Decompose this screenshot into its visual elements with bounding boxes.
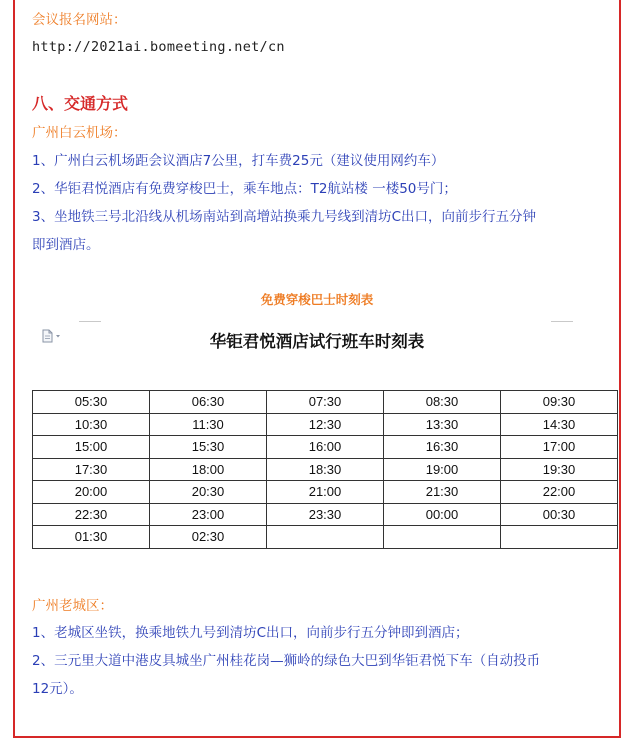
shuttle-schedule-table (32, 390, 618, 549)
airport-item-3: 3、坐地铁三号北沿线从机场南站到高增站换乘九号线到清坊C出口，向前步行五分钟 (32, 209, 537, 225)
schedule-cell: 08:30 (384, 391, 501, 414)
airport-label: 广州白云机场： (32, 125, 127, 141)
schedule-cell: 21:30 (384, 481, 501, 504)
schedule-cell: 00:00 (384, 503, 501, 526)
schedule-cell: 23:30 (267, 503, 384, 526)
table-row (33, 481, 618, 504)
table-row (33, 503, 618, 526)
content-frame (13, 0, 621, 738)
schedule-cell: 20:00 (33, 481, 150, 504)
schedule-cell: 10:30 (33, 413, 150, 436)
registration-url[interactable]: http://2021ai.bomeeting.net/cn (32, 39, 285, 55)
schedule-cell: 11:30 (150, 413, 267, 436)
schedule-cell: 17:30 (33, 458, 150, 481)
transport-heading: 八、交通方式 (32, 94, 129, 113)
table-row (33, 458, 618, 481)
schedule-title: 华钜君悦酒店试行班车时刻表 (209, 332, 425, 351)
schedule-cell: 00:30 (501, 503, 618, 526)
table-row (33, 391, 618, 414)
table-row (33, 413, 618, 436)
old-city-item-2-cont: 12元）。 (32, 681, 83, 697)
schedule-cell: 15:30 (150, 436, 267, 459)
schedule-cell: 21:00 (267, 481, 384, 504)
schedule-cell: 20:30 (150, 481, 267, 504)
schedule-cell: 06:30 (150, 391, 267, 414)
schedule-cell: 01:30 (33, 526, 150, 549)
schedule-cell: 12:30 (267, 413, 384, 436)
corner-mark-left (79, 321, 101, 322)
schedule-cell (501, 526, 618, 549)
schedule-cell (384, 526, 501, 549)
old-city-item-2: 2、三元里大道中港皮具城坐广州桂花岗—狮岭的绿色大巴到华钜君悦下车（自动投币 (32, 653, 541, 669)
schedule-cell: 23:00 (150, 503, 267, 526)
shuttle-caption: 免费穿梭巴士时刻表 (260, 292, 374, 307)
schedule-cell: 18:00 (150, 458, 267, 481)
registration-label: 会议报名网站： (32, 12, 127, 28)
schedule-cell: 17:00 (501, 436, 618, 459)
schedule-cell: 02:30 (150, 526, 267, 549)
schedule-cell: 16:00 (267, 436, 384, 459)
schedule-cell: 05:30 (33, 391, 150, 414)
schedule-cell: 19:00 (384, 458, 501, 481)
schedule-cell: 19:30 (501, 458, 618, 481)
schedule-cell: 09:30 (501, 391, 618, 414)
airport-item-1: 1、广州白云机场距会议酒店7公里，打车费25元（建议使用网约车） (32, 153, 445, 169)
corner-mark-right (551, 321, 573, 322)
schedule-cell: 13:30 (384, 413, 501, 436)
schedule-cell: 18:30 (267, 458, 384, 481)
schedule-cell: 14:30 (501, 413, 618, 436)
schedule-cell: 07:30 (267, 391, 384, 414)
schedule-cell: 22:30 (33, 503, 150, 526)
table-row (33, 436, 618, 459)
old-city-label: 广州老城区： (32, 598, 113, 614)
airport-item-3-cont: 即到酒店。 (32, 237, 100, 253)
table-row (33, 526, 618, 549)
schedule-cell: 22:00 (501, 481, 618, 504)
schedule-cell: 16:30 (384, 436, 501, 459)
airport-item-2: 2、华钜君悦酒店有免费穿梭巴士，乘车地点：T2航站楼 一楼50号门； (32, 181, 457, 197)
old-city-item-1: 1、老城区坐铁，换乘地铁九号到清坊C出口，向前步行五分钟即到酒店； (32, 625, 469, 641)
schedule-cell: 15:00 (33, 436, 150, 459)
schedule-cell (267, 526, 384, 549)
